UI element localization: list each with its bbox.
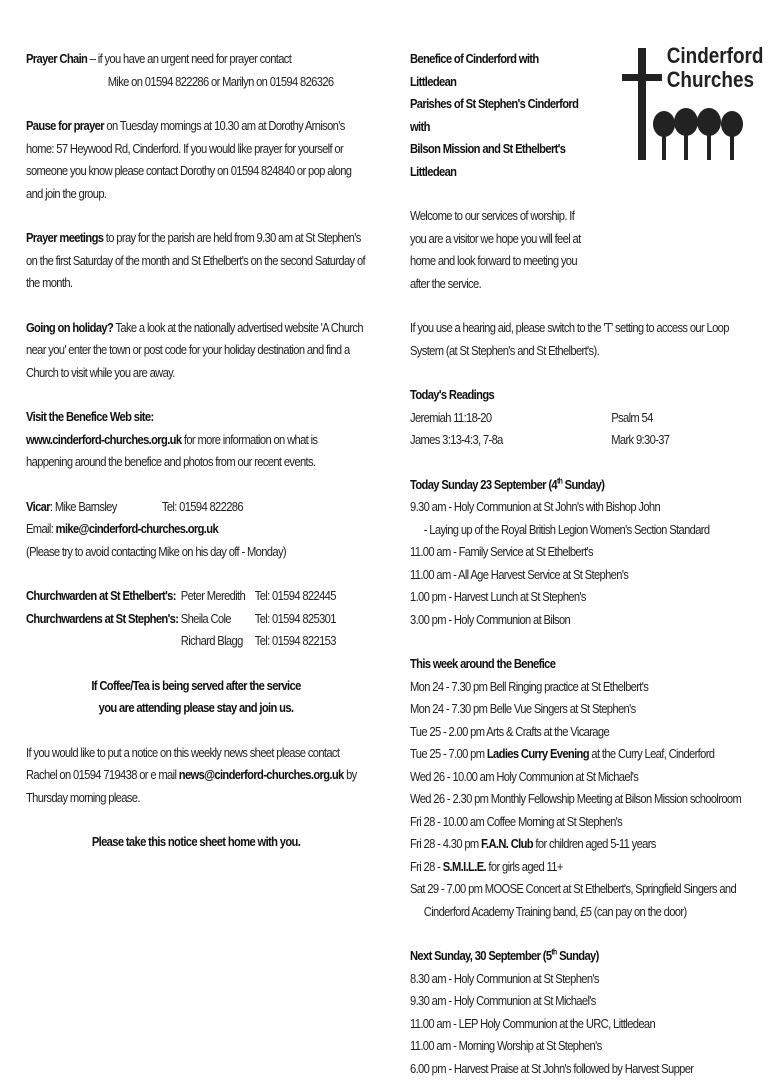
coffee-notice	[50, 675, 342, 720]
week-item	[410, 833, 754, 856]
week-item-event: Ladies Curry Evening	[487, 746, 589, 761]
benefice-title	[410, 48, 586, 183]
coffee-line-2: you are attending please stay and join us.	[50, 697, 342, 720]
next-sunday-item: 11.00 am - LEP Holy Communion at the URC, Littledean	[410, 1013, 754, 1036]
next-sunday-item: 6.00 pm - Harvest Praise at St John's followed by Harvest Supper	[410, 1058, 754, 1080]
next-sunday-title-end: Sunday)	[557, 948, 599, 963]
left-column	[26, 48, 366, 854]
news-notice-end: by Thursday morning please.	[26, 767, 357, 805]
week-item	[410, 856, 754, 879]
vicar-name: : Mike Barnsley	[50, 499, 117, 514]
website-text: for more information on what is happening around the benefice and photos from our recent events.	[26, 432, 317, 470]
pause-for-prayer	[26, 115, 365, 205]
week-item-text: Tue 25 - 7.00 pm	[410, 746, 487, 761]
churchwarden-row	[26, 608, 365, 631]
churchwarden-name: Peter Meredith	[181, 585, 255, 608]
today-item: 11.00 am - All Age Harvest Service at St Stephen's	[410, 564, 754, 587]
readings-title: Today's Readings	[410, 384, 754, 407]
next-sunday-item: 11.00 am - Morning Worship at St Stephen's	[410, 1035, 754, 1058]
reading-left: Jeremiah 11:18-20	[410, 407, 611, 430]
prayer-chain-title: Prayer Chain	[26, 51, 87, 66]
right-column	[410, 48, 755, 1080]
news-email-link[interactable]: news@cinderford-churches.org.uk	[179, 767, 344, 782]
news-notice-text: If you would like to put a notice on this weekly news sheet please contact Rachel on 01594 719438 or e mail	[26, 745, 339, 783]
prayer-chain-text: – if you have an urgent need for prayer contact	[87, 51, 291, 66]
logo-line-2: Churches	[667, 68, 750, 92]
vicar-tel: Tel: 01594 822286	[162, 496, 243, 519]
coffee-line-1: If Coffee/Tea is being served after the service	[50, 675, 342, 698]
reading-left: James 3:13-4:3, 7-8a	[410, 429, 611, 452]
today-item: 1.00 pm - Harvest Lunch at St Stephen's	[410, 586, 754, 609]
churchwarden-ethelbert-label: Churchwarden at St Ethelbert's:	[26, 585, 181, 608]
hearing-aid-text: If you use a hearing aid, please switch to the 'T' setting to access our Loop System (at St Stephen's and St Ethelbert's).	[410, 317, 754, 362]
today-title	[410, 474, 754, 497]
vicar-note: (Please try to avoid contacting Mike on his day off - Monday)	[26, 541, 365, 564]
prayer-chain-contacts: Mike on 01594 822286 or Marilyn on 01594 826326	[26, 71, 365, 94]
week-item: Wed 26 - 2.30 pm Monthly Fellowship Meeting at Bilson Mission schoolroom	[410, 788, 754, 811]
churchwarden-name: Richard Blagg	[181, 630, 255, 653]
take-home-notice: Please take this notice sheet home with you.	[50, 831, 342, 854]
next-sunday-item: 9.30 am - Holy Communion at St Michael's	[410, 990, 754, 1013]
reading-row	[410, 407, 754, 430]
churchwarden-name: Sheila Cole	[181, 608, 255, 631]
week-item: Sat 29 - 7.00 pm MOOSE Concert at St Ethelbert's, Springfield Singers and	[410, 878, 754, 901]
today-title-sup: th	[557, 476, 562, 485]
today-title-text: Today Sunday 23 September (4	[410, 477, 557, 492]
week-item-text: Fri 28 - 4.30 pm	[410, 836, 481, 851]
prayer-meetings-text: to pray for the parish are held from 9.30 am at St Stephen's on the first Saturday of the month and St Ethelbert's on the second Saturday of the month.	[26, 230, 365, 290]
churchwarden-row	[26, 585, 365, 608]
going-on-holiday-text: Take a look at the nationally advertised website 'A Church near you' enter the town or post code for your holiday destination and find a Church to visit while you are away.	[26, 320, 363, 380]
vicar-email-line	[26, 518, 365, 541]
next-sunday-item: 8.30 am - Holy Communion at St Stephen's	[410, 968, 754, 991]
next-sunday-title-text: Next Sunday, 30 September (5	[410, 948, 551, 963]
today-item: 9.30 am - Holy Communion at St John's with Bishop John	[410, 496, 754, 519]
week-item	[410, 743, 754, 766]
reading-right: Psalm 54	[611, 407, 652, 430]
vicar-email-label: Email:	[26, 521, 56, 536]
churchwarden-tel: Tel: 01594 825301	[255, 608, 336, 631]
week-item: Mon 24 - 7.30 pm Belle Vue Singers at St Stephen's	[410, 698, 754, 721]
benefice-title-line-1: Benefice of Cinderford with Littledean	[410, 48, 586, 93]
next-sunday-title	[410, 945, 754, 968]
benefice-title-line-3: Bilson Mission and St Ethelbert's Littledean	[410, 138, 586, 183]
today-item: 3.00 pm - Holy Communion at Bilson	[410, 609, 754, 632]
next-sunday-title-sup: th	[551, 948, 556, 957]
going-on-holiday-title: Going on holiday?	[26, 320, 113, 335]
today-item: 11.00 am - Family Service at St Ethelbert's	[410, 541, 754, 564]
week-item-event: S.M.I.L.E.	[443, 859, 486, 874]
churchwarden-tel: Tel: 01594 822445	[255, 585, 336, 608]
churchwarden-tel: Tel: 01594 822153	[255, 630, 336, 653]
website-title: Visit the Benefice Web site:	[26, 406, 365, 429]
week-item: Fri 28 - 10.00 am Coffee Morning at St Stephen's	[410, 811, 754, 834]
reading-row	[410, 429, 754, 452]
week-item: Tue 25 - 2.00 pm Arts & Crafts at the Vicarage	[410, 721, 754, 744]
going-on-holiday	[26, 317, 365, 385]
website-link[interactable]: www.cinderford-churches.org.uk	[26, 432, 181, 447]
website-info	[26, 429, 365, 474]
reading-right: Mark 9:30-37	[611, 429, 669, 452]
week-item-event: F.A.N. Club	[481, 836, 533, 851]
prayer-meetings	[26, 227, 365, 295]
week-item-text: for girls aged 11+	[486, 859, 563, 874]
vicar-label: Vicar	[26, 499, 50, 514]
pause-for-prayer-text: on Tuesday mornings at 10.30 am at Dorothy Arnison's home: 57 Heywood Rd, Cinderford. If you would like prayer for yourself or someone you know please contact Dorothy on 01594 824840 or pop along and join the group.	[26, 118, 351, 201]
vicar-row	[26, 496, 365, 519]
week-item-text: at the Curry Leaf, Cinderford	[589, 746, 714, 761]
news-notice	[26, 742, 365, 810]
week-item-text: Fri 28 -	[410, 859, 443, 874]
week-item-text: for children aged 5-11 years	[533, 836, 656, 851]
benefice-title-line-2: Parishes of St Stephen's Cinderford with	[410, 93, 586, 138]
today-item: - Laying up of the Royal British Legion Women's Section Standard	[410, 519, 754, 542]
week-item: Mon 24 - 7.30 pm Bell Ringing practice at St Ethelbert's	[410, 676, 754, 699]
pause-for-prayer-title: Pause for prayer	[26, 118, 104, 133]
churchwarden-row	[26, 630, 365, 653]
prayer-meetings-title: Prayer meetings	[26, 230, 103, 245]
week-title: This week around the Benefice	[410, 653, 754, 676]
prayer-chain	[26, 48, 365, 71]
churchwarden-stephen-label: Churchwardens at St Stephen's:	[26, 608, 181, 631]
today-title-end: Sunday)	[562, 477, 604, 492]
welcome-text: Welcome to our services of worship. If you are a visitor we hope you will feel at home and look forward to meeting you after the service.	[410, 205, 586, 295]
vicar-email-link[interactable]: mike@cinderford-churches.org.uk	[56, 521, 218, 536]
week-item: Wed 26 - 10.00 am Holy Communion at St Michael's	[410, 766, 754, 789]
week-item-continuation: Cinderford Academy Training band, £5 (can pay on the door)	[410, 901, 754, 924]
churchwardens	[26, 585, 365, 653]
logo-line-1: Cinderford	[667, 44, 750, 68]
